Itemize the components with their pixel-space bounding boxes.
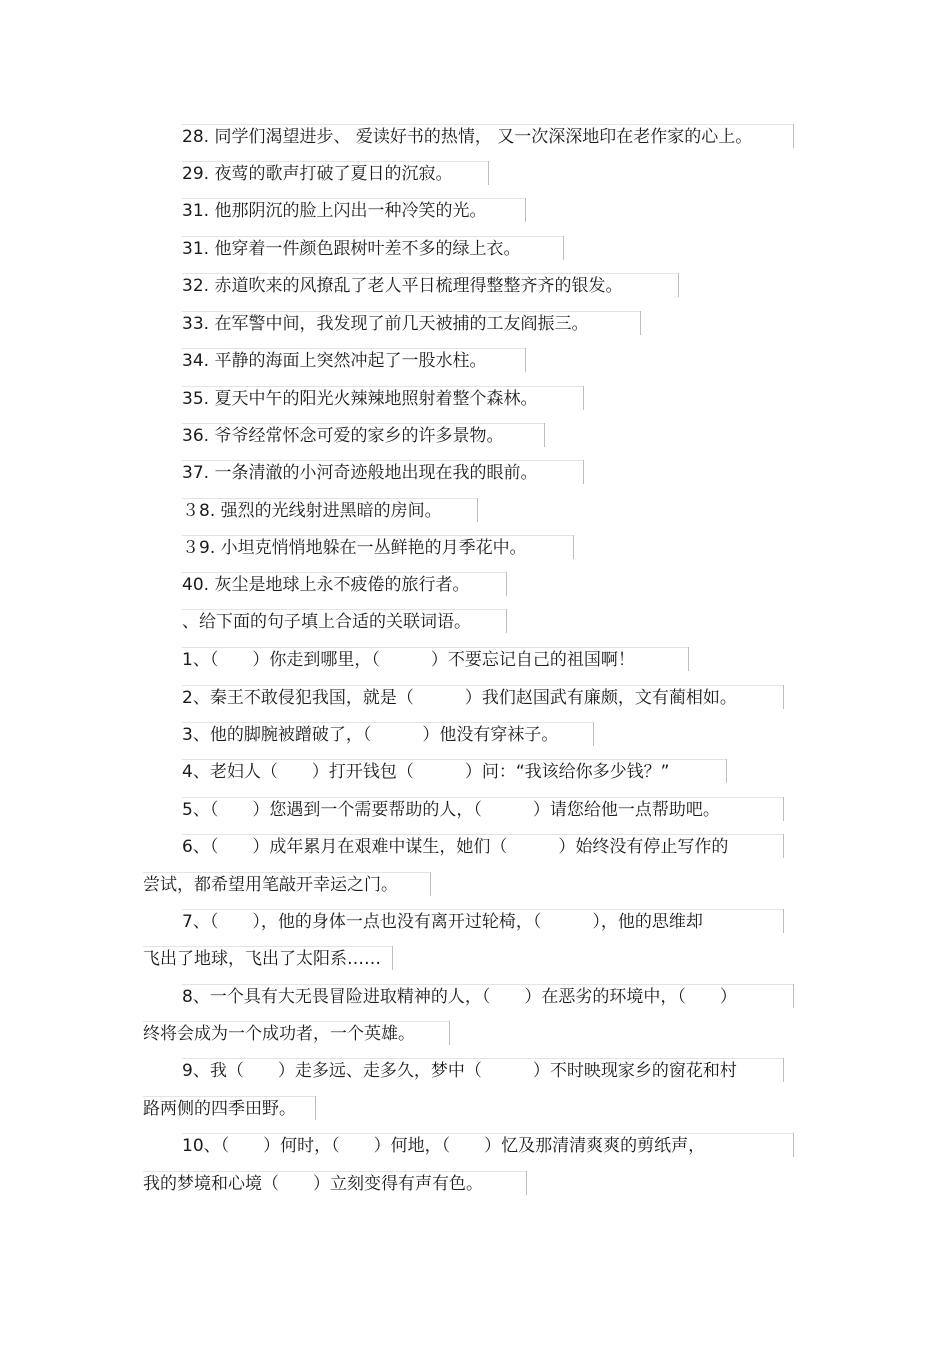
text-line bbox=[182, 311, 641, 337]
line-text: 29. 夜莺的歌声打破了夏日的沉寂。 bbox=[182, 164, 453, 184]
question-line bbox=[182, 1133, 794, 1159]
text-line bbox=[182, 423, 545, 449]
text-line bbox=[182, 460, 584, 486]
question-line bbox=[182, 909, 784, 935]
text-line bbox=[182, 498, 478, 524]
line-text: 8、一个具有大无畏冒险进取精神的人，（ ）在恶劣的环境中，（ ） bbox=[182, 987, 737, 1007]
line-text: 1、（ ）你走到哪里，（ ）不要忘记自己的祖国啊！ bbox=[182, 650, 635, 670]
question-line bbox=[182, 834, 784, 860]
question-line bbox=[182, 759, 727, 785]
line-text: 我的梦境和心境（ ）立刻变得有声有色。 bbox=[143, 1174, 483, 1194]
line-text: 32. 赤道吹来的风撩乱了老人平日梳理得整整齐齐的银发。 bbox=[182, 276, 623, 296]
line-text: 终将会成为一个成功者，一个英雄。 bbox=[143, 1024, 415, 1044]
question-line bbox=[143, 1021, 450, 1047]
line-text: 飞出了地球，飞出了太阳系…… bbox=[143, 949, 381, 969]
question-line bbox=[182, 1058, 784, 1084]
text-line bbox=[182, 535, 574, 561]
question-line bbox=[143, 1096, 316, 1122]
line-text: 9、我（ ）走多远、走多久，梦中（ ）不时映现家乡的窗花和村 bbox=[182, 1061, 737, 1081]
text-line bbox=[182, 161, 489, 187]
line-text: 36. 爷爷经常怀念可爱的家乡的许多景物。 bbox=[182, 426, 504, 446]
text-line bbox=[182, 236, 564, 262]
line-text: 31. 他那阴沉的脸上闪出一种冷笑的光。 bbox=[182, 201, 487, 221]
line-text: 33. 在军警中间，我发现了前几天被捕的工友阎振三。 bbox=[182, 314, 589, 334]
text-line bbox=[182, 386, 584, 412]
question-line bbox=[143, 872, 431, 898]
line-text: 37. 一条清澈的小河奇迹般地出现在我的眼前。 bbox=[182, 463, 538, 483]
line-text: 4、老妇人（ ）打开钱包（ ）问：“我该给你多少钱？” bbox=[182, 762, 670, 782]
line-text: 10、（ ）何时，（ ）何地，（ ）忆及那清清爽爽的剪纸声， bbox=[182, 1136, 706, 1156]
line-text: 、给下面的句子填上合适的关联词语。 bbox=[182, 612, 471, 632]
text-line bbox=[182, 348, 526, 374]
question-line bbox=[143, 946, 393, 972]
line-text: 7、（ ），他的身体一点也没有离开过轮椅，（ ），他的思维却 bbox=[182, 912, 703, 932]
line-text: 34. 平静的海面上突然冲起了一股水柱。 bbox=[182, 351, 487, 371]
question-line bbox=[182, 722, 594, 748]
text-line bbox=[182, 198, 526, 224]
line-text: 2、秦王不敢侵犯我国，就是（ ）我们赵国武有廉颇，文有蔺相如。 bbox=[182, 688, 737, 708]
text-line bbox=[182, 572, 507, 598]
text-line bbox=[182, 124, 794, 150]
question-line bbox=[143, 1171, 527, 1197]
line-text: ３9. 小坦克悄悄地躲在一丛鲜艳的月季花中。 bbox=[182, 538, 527, 558]
line-text: ３8. 强烈的光线射进黑暗的房间。 bbox=[182, 501, 442, 521]
question-line bbox=[182, 647, 689, 673]
line-text: 35. 夏天中午的阳光火辣辣地照射着整个森林。 bbox=[182, 389, 538, 409]
line-text: 路两侧的四季田野。 bbox=[143, 1099, 296, 1119]
line-text: 尝试，都希望用笔敲开幸运之门。 bbox=[143, 875, 398, 895]
text-line bbox=[182, 273, 679, 299]
line-text: 3、他的脚腕被蹭破了，（ ）他没有穿袜子。 bbox=[182, 725, 559, 745]
line-text: 28. 同学们渴望进步、 爱读好书的热情， 又一次深深地印在老作家的心上。 bbox=[182, 127, 753, 147]
line-text: 5、（ ）您遇到一个需要帮助的人，（ ）请您给他一点帮助吧。 bbox=[182, 800, 720, 820]
section-heading bbox=[182, 609, 507, 635]
line-text: 6、（ ）成年累月在艰难中谋生，她们（ ）始终没有停止写作的 bbox=[182, 837, 729, 857]
question-line bbox=[182, 984, 794, 1010]
question-line bbox=[182, 797, 784, 823]
line-text: 40. 灰尘是地球上永不疲倦的旅行者。 bbox=[182, 575, 470, 595]
line-text: 31. 他穿着一件颜色跟树叶差不多的绿上衣。 bbox=[182, 239, 521, 259]
question-line bbox=[182, 685, 784, 711]
